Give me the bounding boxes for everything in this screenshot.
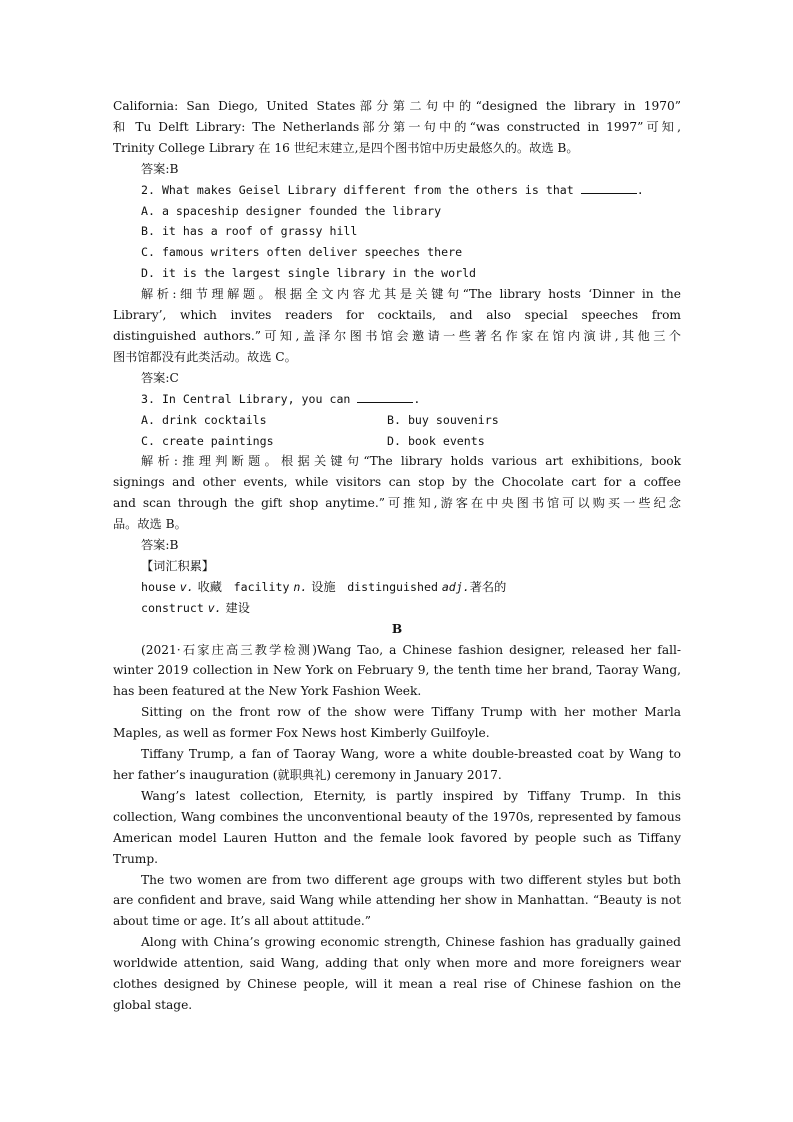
vocab-pos: v. bbox=[179, 579, 194, 594]
q2-analysis-line-1: 解析:细节理解题。根据全文内容尤其是关键句“The library hosts ‘Dinner in the bbox=[141, 287, 681, 302]
q2-analysis-line-2: Library’, which invites readers for cocktails, and also special speeches from bbox=[113, 308, 681, 323]
q2-question bbox=[113, 180, 681, 201]
q2-question-text: 2. What makes Geisel Library different from the others is that bbox=[141, 182, 574, 197]
q3-answer-blank bbox=[357, 391, 413, 403]
q3-answer: 答案:B bbox=[141, 538, 179, 553]
q3-analysis-line-3: and scan through the gift shop anytime.”可推知,游客在中央图书馆可以购买一些纪念 bbox=[113, 496, 681, 511]
vocab-pos: adj. bbox=[441, 579, 470, 594]
passage-paragraph: (2021·石家庄高三教学检测)Wang Tao, a Chinese fashion designer, released her fall-winter 2019 collection in New York on February 9, the tenth time her brand, Taoray Wang, has been featured at the New York Fashion Week. bbox=[113, 642, 681, 699]
q3-analysis-line-2: signings and other events, while visitors can stop by the Chocolate cart for a coffee bbox=[113, 475, 681, 490]
q3-analysis-line-4: 品。故选 B。 bbox=[113, 517, 187, 532]
vocab-meaning: 建设 bbox=[225, 600, 250, 615]
section-b-passage bbox=[113, 640, 681, 1016]
q2-answer: 答案:C bbox=[141, 370, 179, 385]
q2-option-b: B. it has a roof of grassy hill bbox=[141, 224, 358, 239]
q3-option-b: B. buy souvenirs bbox=[387, 412, 499, 427]
document-page bbox=[113, 96, 681, 1016]
q3-question bbox=[113, 389, 681, 410]
q3-options-row-1 bbox=[113, 410, 681, 431]
q2-option-d: D. it is the largest single library in the world bbox=[141, 266, 477, 281]
vocab-row-2 bbox=[113, 598, 681, 619]
q3-options-row-2 bbox=[113, 431, 681, 452]
q2-option-c: C. famous writers often deliver speeches there bbox=[141, 245, 463, 260]
passage-paragraph: Sitting on the front row of the show were Tiffany Trump with her mother Marla Maples, as well as former Fox News host Kimberly Guilfoyle. bbox=[113, 705, 681, 741]
q1-analysis-line-2: 和 Tu Delft Library: The Netherlands部分第一句中的“was constructed in 1997”可知, bbox=[113, 119, 681, 134]
q3-option-a: A. drink cocktails bbox=[141, 412, 267, 427]
q2-answer-blank bbox=[581, 182, 637, 194]
vocab-pos: n. bbox=[293, 579, 308, 594]
vocab-word: house bbox=[141, 579, 176, 594]
q3-analysis-line-1: 解析:推理判断题。根据关键句“The library holds various art exhibitions, book bbox=[141, 454, 681, 469]
section-b-heading: B bbox=[391, 621, 403, 636]
q3-option-d: D. book events bbox=[387, 433, 485, 448]
q3-option-c: C. create paintings bbox=[141, 433, 274, 448]
q3-question-text: 3. In Central Library, you can bbox=[141, 391, 351, 406]
vocab-word: distinguished bbox=[347, 579, 438, 594]
q3-question-end: . bbox=[413, 391, 421, 406]
vocab-word: facility bbox=[233, 579, 290, 594]
passage-paragraph: The two women are from two different age groups with two different styles but both are confident and brave, said Wang while attending her show in Manhattan. “Beauty is not about time or age. It’s all about attitude.” bbox=[113, 872, 681, 929]
vocab-meaning: 著名的 bbox=[469, 579, 507, 594]
vocab-heading: 【词汇积累】 bbox=[141, 558, 215, 573]
vocab-meaning: 收藏 bbox=[197, 579, 222, 594]
vocab-word: construct bbox=[141, 600, 204, 615]
q1-analysis-line-3: Trinity College Library 在 16 世纪末建立,是四个图书馆中历史最悠久的。故选 B。 bbox=[113, 140, 579, 155]
q2-option-a: A. a spaceship designer founded the library bbox=[141, 203, 442, 218]
q1-answer: 答案:B bbox=[141, 161, 179, 176]
passage-paragraph: Wang’s latest collection, Eternity, is partly inspired by Tiffany Trump. In this collection, Wang combines the unconventional beauty of the 1970s, represented by famous American model Lauren Hutton and the female look favored by people such as Tiffany Trump. bbox=[113, 788, 681, 866]
passage-paragraph: Along with China’s growing economic strength, Chinese fashion has gradually gained worldwide attention, said Wang, adding that only when more and more foreigners wear clothes designed by Chinese people, will it mean a real rise of Chinese fashion on the global stage. bbox=[113, 935, 681, 1012]
q2-analysis-line-4: 图书馆都没有此类活动。故选 C。 bbox=[113, 349, 297, 364]
q2-analysis-line-3: distinguished authors.”可知,盖泽尔图书馆会邀请一些著名作家在馆内演讲,其他三个 bbox=[113, 328, 681, 343]
vocab-pos: v. bbox=[207, 600, 222, 615]
passage-paragraph: Tiffany Trump, a fan of Taoray Wang, wore a white double-breasted coat by Wang to her father’s inauguration (就职典礼) ceremony in January 2017. bbox=[113, 747, 681, 782]
vocab-row-1 bbox=[113, 577, 681, 598]
q2-question-end: . bbox=[636, 182, 644, 197]
vocab-meaning: 设施 bbox=[311, 579, 336, 594]
q1-analysis-line-1: California: San Diego, United States部分第二句中的“designed the library in 1970” bbox=[113, 99, 681, 113]
